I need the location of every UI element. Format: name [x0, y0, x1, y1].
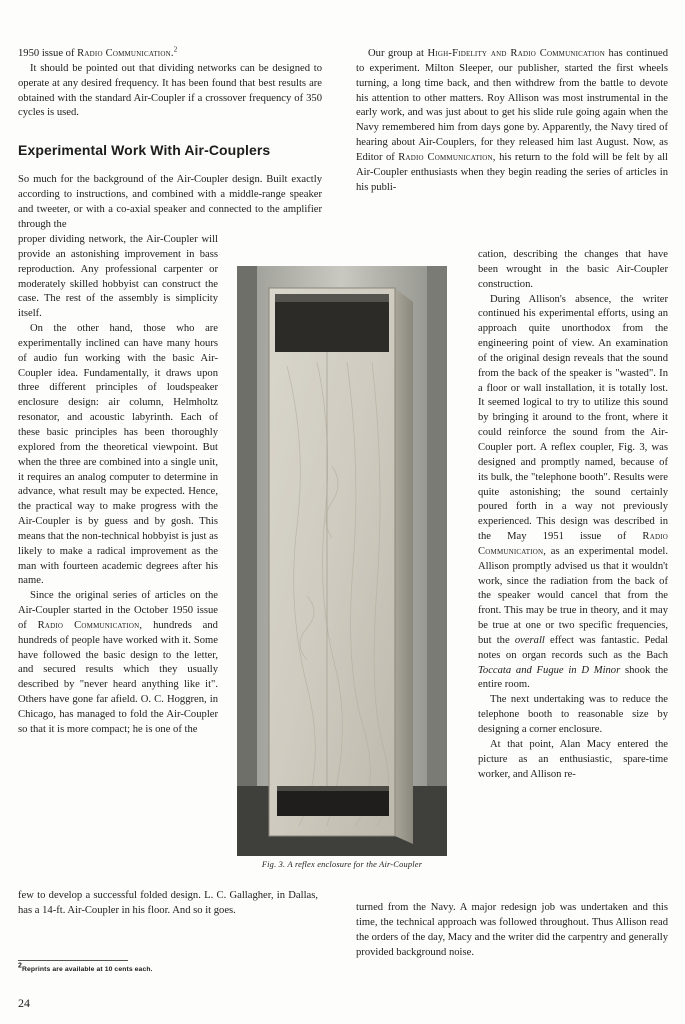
paragraph: Our group at High-Fidelity and Radio Communication has continued to experiment. Milton Sleeper, our publisher, started the first wheels turning, a long time back, and then withdrew from the battle to devote his attention to other matters. Roy Allison was most instrumental in the early work, and was just about to get his slide rule going again when the Navy remembered him from days gone by. Apparently, the Navy tired of hearing about Air-Couplers, for they released him last August. Now, as Editor of Radio Communication, his return to the fold will be felt by all Air-Coupler enthusiasts when they begin reading the series of articles in his publi-	[356, 48, 668, 193]
left-column-top	[18, 47, 322, 121]
paragraph: turned from the Navy. A major redesign job was undertaken and this time, the technical approach was followed throughout. Thus Allison read the orders of the day, Macy and the writer did the carpentry and generally provided background noise.	[356, 902, 668, 958]
page-number: 24	[18, 996, 30, 1010]
paragraph: few to develop a successful folded design. L. C. Gallagher, in Dallas, has a 14-ft. Air-Coupler in his floor. And so it goes.	[18, 890, 318, 916]
paragraph: 1950 issue of Radio Communication.$^2$	[18, 45, 178, 59]
paragraph: At that point, Alan Macy entered the picture as an enthusiastic, spare-time worker, and Allison re-	[478, 738, 668, 780]
figure-caption: Fig. 3. A reflex enclosure for the Air-Coupler	[261, 860, 423, 869]
right-column-narrow	[478, 248, 668, 782]
paragraph: So much for the background of the Air-Coupler design. Built exactly according to instructions, and combined with a middle-range speaker and tweeter, or with a co-axial speaker and connected to the amplifier through the	[18, 174, 322, 230]
footnote: $^2$Reprints are available at 10 cents each.	[18, 962, 153, 973]
paragraph: The next undertaking was to reduce the telephone booth to reasonable size by designing a corner enclosure.	[478, 694, 668, 735]
figure-reflex-enclosure-photo	[237, 266, 447, 856]
enclosure-photo	[237, 266, 447, 856]
left-column-tail	[18, 889, 318, 919]
section-heading: Experimental Work With Air-Couplers	[18, 142, 271, 158]
footnote-divider	[18, 960, 128, 961]
paragraph: It should be pointed out that dividing networks can be designed to operate at any desired frequency. It has been found that best results are obtained with the standard Air-Coupler if a crossover frequency of 350 cycles is used.	[18, 62, 322, 119]
right-column-top	[356, 47, 668, 195]
paragraph: proper dividing network, the Air-Coupler will provide an astonishing improvement in bass reproduction. Any professional carpenter or moderately skilled hobbyist can construct the case. The rest of the assembly is simplicity itself.	[18, 234, 218, 320]
left-intro	[18, 173, 322, 232]
paragraph: Since the original series of articles on the Air-Coupler started in the October 1950 issue of Radio Communication, hundreds and hundreds of people have worked with it. Some have followed the basic design to the letter, and secured results which they usually described by "never heard anything like it". Others have gone far afield. O. C. Hoggren, in Chicago, has managed to fold the Air-Coupler so that it is more compact; he is one of the	[18, 590, 218, 735]
paragraph: During Allison's absence, the writer continued his experimental efforts, using an approach quite unorthodox from the engineering point of view. An examination of the original design reveals that the sound from the back of the speaker is "wasted". In a floor or wall installation, it is totally lost. It seemed logical to try to utilize this sound by bringing it around to the front, where it could reinforce the sound from the Air-Coupler port. A reflex coupler, Fig. 3, was designed and promptly named, because of its bulk, the "telephone booth". Results were quite astonishing; the sound certainly poured forth in a way not previously experienced. This design was described in the May 1951 issue of Radio Communication, as an experimental model. Allison promptly advised us that it wouldn't work, since the radiation from the back of the speaker would cancel that from the front. This may be true in theory, and it may be true at one or two specific frequencies, but the overall effect was fantastic. Pedal notes on organ records such as the Bach Toccata and Fugue in D Minor shook the entire room.	[478, 293, 668, 691]
right-column-tail	[356, 901, 668, 960]
paragraph: On the other hand, those who are experimentally inclined can have many hours of audio fun working with the basic Air-Coupler idea. Fundamentally, it draws upon three different principles of loudspeaker enclosure design: air column, Helmholtz resonator, and acoustic labyrinth. Each of these basic principles has been thoroughly explored from the theoretical viewpoint. But when the three are combined into a single unit, it requires an analog computer to determine in advance, what result may be expected. Hence, the practical way to make progress with the Air-Coupler is by guess and by gosh. This means that the non-technical hobbyist is just as likely to make a radical improvement as the man with fourteen academic degrees after his name.	[18, 323, 218, 587]
left-column-narrow	[18, 233, 218, 738]
paragraph: cation, describing the changes that have been wrought in the basic Air-Coupler construction.	[478, 249, 668, 290]
